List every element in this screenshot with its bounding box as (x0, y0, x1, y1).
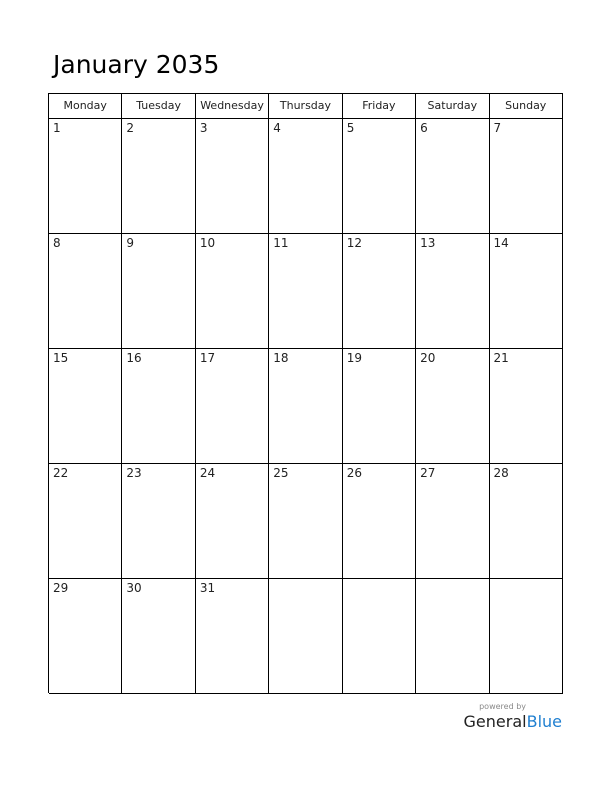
day-number: 3 (199, 121, 208, 135)
day-cell (490, 464, 563, 579)
day-cell (343, 349, 416, 464)
weekday-header-tuesday: Tuesday (122, 94, 195, 119)
weekday-header-monday: Monday (49, 94, 122, 119)
day-cell (196, 464, 269, 579)
day-number: 30 (126, 581, 142, 595)
day-number: 20 (420, 351, 436, 365)
day-number: 27 (420, 466, 436, 480)
day-cell (196, 579, 269, 694)
day-cell (490, 349, 563, 464)
day-cell (416, 234, 489, 349)
day-cell (416, 579, 489, 694)
footer-branding (452, 702, 562, 732)
day-number: 5 (346, 121, 355, 135)
day-cell (343, 464, 416, 579)
day-cell (196, 119, 269, 234)
day-number: 2 (126, 121, 135, 135)
day-cell (416, 349, 489, 464)
day-number: 4 (273, 121, 281, 135)
week-row-1 (49, 119, 563, 234)
day-number: 14 (493, 236, 509, 250)
day-cell (269, 234, 342, 349)
day-number: 28 (493, 466, 509, 480)
day-cell (490, 234, 563, 349)
day-cell (343, 579, 416, 694)
brand-logo[interactable] (452, 712, 562, 732)
week-row-2 (49, 234, 563, 349)
day-number: 24 (199, 466, 216, 480)
day-cell (49, 119, 122, 234)
day-cell (122, 349, 195, 464)
week-row-4 (49, 464, 563, 579)
weekday-header-friday: Friday (343, 94, 416, 119)
day-cell (122, 119, 195, 234)
day-number: 6 (420, 121, 428, 135)
day-cell (269, 579, 342, 694)
day-cell (49, 579, 122, 694)
day-number: 8 (53, 236, 61, 250)
day-cell (490, 579, 563, 694)
day-cell (122, 234, 195, 349)
day-cell (490, 119, 563, 234)
day-number: 26 (346, 466, 362, 480)
day-number: 19 (346, 351, 362, 365)
day-cell (416, 119, 489, 234)
brand-blue-text: Blue (526, 712, 562, 731)
day-number: 11 (273, 236, 289, 250)
day-cell (122, 464, 195, 579)
day-number: 16 (126, 351, 142, 365)
day-cell (343, 234, 416, 349)
brand-general-text: General (463, 712, 527, 731)
weekday-header-wednesday: Wednesday (196, 94, 269, 119)
day-number: 9 (126, 236, 135, 250)
day-cell (196, 234, 269, 349)
powered-by-text: powered by (479, 702, 526, 711)
page-title: January 2035 (53, 50, 220, 79)
day-number: 23 (126, 466, 142, 480)
day-cell (269, 119, 342, 234)
weekday-header-sunday: Sunday (490, 94, 563, 119)
week-row-5 (49, 579, 563, 694)
day-cell (269, 349, 342, 464)
weekday-header-thursday: Thursday (269, 94, 342, 119)
day-cell (49, 234, 122, 349)
day-number: 10 (199, 236, 216, 250)
day-number: 15 (53, 351, 69, 365)
day-number: 1 (53, 121, 61, 135)
week-row-3 (49, 349, 563, 464)
calendar-grid (48, 93, 563, 693)
day-number: 21 (493, 351, 509, 365)
day-number: 12 (346, 236, 362, 250)
day-number: 18 (273, 351, 289, 365)
weekday-header-saturday: Saturday (416, 94, 489, 119)
weekday-header-row (49, 94, 563, 119)
day-number: 25 (273, 466, 289, 480)
day-number: 22 (53, 466, 69, 480)
day-cell (416, 464, 489, 579)
day-cell (269, 464, 342, 579)
day-cell (343, 119, 416, 234)
day-number: 29 (53, 581, 69, 595)
day-number: 13 (420, 236, 436, 250)
day-number: 31 (199, 581, 216, 595)
day-cell (196, 349, 269, 464)
day-cell (122, 579, 195, 694)
day-cell (49, 464, 122, 579)
day-number: 17 (199, 351, 216, 365)
day-cell (49, 349, 122, 464)
day-number: 7 (493, 121, 502, 135)
